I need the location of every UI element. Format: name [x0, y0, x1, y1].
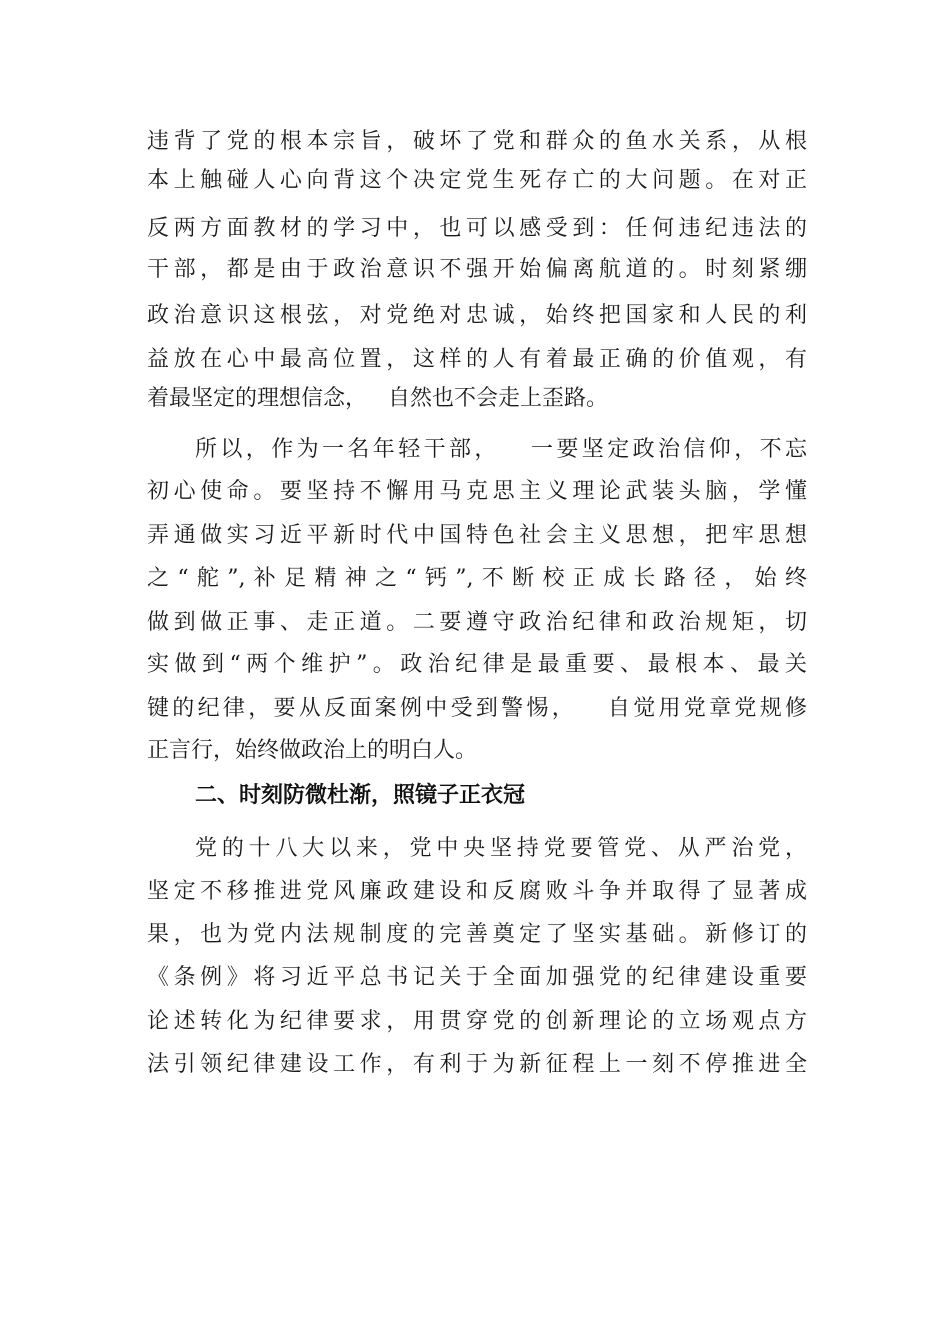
paragraph-line: 弄通做实习近平新时代中国特色社会主义思想，把牢思想 — [147, 523, 807, 548]
paragraph-line: 本上触碰人心向背这个决定党生死存亡的大问题。在对正 — [147, 168, 807, 193]
paragraph-line: 党的十八大以来，党中央坚持党要管党、从严治党， — [195, 836, 807, 861]
paragraph-line: 键的纪律，要从反面案例中受到警惕， 自觉用党章党规修 — [147, 696, 807, 721]
paragraph-line: 正言行，始终做政治上的明白人。 — [147, 738, 478, 763]
paragraph-line: 坚定不移推进党风廉政建设和反腐败斗争并取得了显著成 — [147, 879, 807, 904]
paragraph-line: 违背了党的根本宗旨，破坏了党和群众的鱼水关系，从根 — [147, 129, 807, 154]
paragraph-line: 法引领纪律建设工作，有利于为新征程上一刻不停推进全 — [147, 1052, 807, 1077]
paragraph-line: 果，也为党内法规制度的完善奠定了坚实基础。新修订的 — [147, 922, 807, 947]
paragraph-line: 政治意识这根弦，对党绝对忠诚，始终把国家和人民的利 — [147, 303, 807, 328]
paragraph-line: 着最坚定的理想信念， 自然也不会走上歪路。 — [147, 386, 608, 411]
paragraph-line: 初心使命。要坚持不懈用马克思主义理论武装头脑，学懂 — [147, 479, 807, 504]
paragraph-line: 反两方面教材的学习中，也可以感受到：任何违纪违法的 — [147, 216, 807, 241]
paragraph-line: 实做到“两个维护”。政治纪律是最重要、最根本、最关 — [147, 652, 807, 677]
paragraph-line: 所以，作为一名年轻干部， 一要坚定政治信仰，不忘 — [195, 437, 807, 462]
paragraph-line: 之“舵”,补足精神之“钙”,不断校正成长路径，始终 — [147, 566, 807, 591]
paragraph-line: 益放在心中最高位置，这样的人有着最正确的价值观，有 — [147, 347, 807, 372]
section-heading: 二、时刻防微杜渐，照镜子正衣冠 — [195, 783, 526, 808]
paragraph-line: 论述转化为纪律要求，用贯穿党的创新理论的立场观点方 — [147, 1009, 807, 1034]
paragraph-line: 干部，都是由于政治意识不强开始偏离航道的。时刻紧绷 — [147, 257, 807, 282]
paragraph-line: 《条例》将习近平总书记关于全面加强党的纪律建设重要 — [147, 965, 807, 990]
paragraph-line: 做到做正事、走正道。二要遵守政治纪律和政治规矩，切 — [147, 610, 807, 635]
